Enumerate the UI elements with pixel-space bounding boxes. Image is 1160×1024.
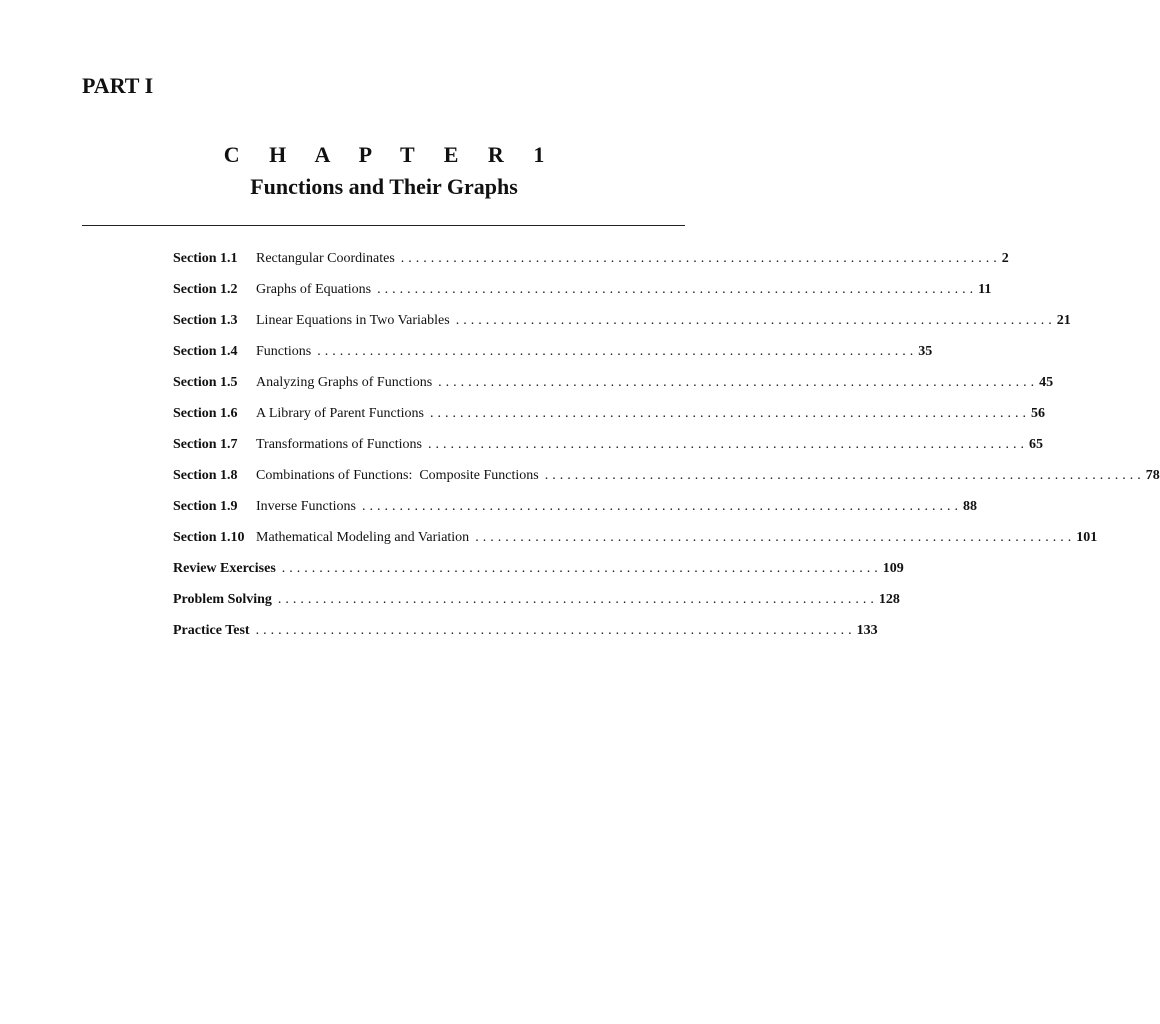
chapter-label: C H A P T E R 1 [223, 142, 557, 167]
part-heading: PART I [82, 73, 154, 98]
toc-section-number: Section 1.4 [173, 344, 238, 359]
toc-section-title: Combinations of Functions: Composite Functions [256, 468, 539, 483]
toc-entry-section-1-10[interactable] [173, 527, 1098, 558]
toc-section-number: Section 1.9 [173, 499, 238, 514]
toc-section-title: Inverse Functions [256, 499, 356, 514]
toc-dot-leader: ................................................................................ [455, 313, 1056, 328]
toc-section-number: Section 1.2 [173, 282, 238, 297]
toc-dot-leader: ................................................................................ [281, 561, 882, 576]
toc-section-number: Section 1.8 [173, 468, 238, 483]
toc-dot-leader: ................................................................................ [317, 344, 918, 359]
table-of-contents [173, 248, 1160, 651]
toc-section-title: Rectangular Coordinates [256, 251, 395, 266]
toc-entry-section-1-2[interactable] [173, 279, 992, 310]
toc-section-title: Problem Solving [173, 592, 272, 607]
toc-section-title: Functions [256, 344, 312, 359]
toc-page-number: 11 [978, 282, 992, 297]
toc-section-number: Section 1.5 [173, 375, 238, 390]
toc-section-number: Section 1.3 [173, 313, 238, 328]
toc-entry-section-1-9[interactable] [173, 496, 977, 527]
toc-page-number: 21 [1056, 313, 1071, 328]
toc-dot-leader: ................................................................................ [361, 499, 962, 514]
toc-section-number: Section 1.1 [173, 251, 238, 266]
toc-page-number: 78 [1145, 468, 1160, 483]
chapter-header [0, 140, 768, 202]
toc-page-number: 35 [918, 344, 933, 359]
toc-dot-leader: ................................................................................ [377, 282, 978, 297]
toc-page-number: 101 [1076, 530, 1098, 545]
toc-page-number: 88 [962, 499, 977, 514]
toc-page-number: 2 [1001, 251, 1009, 266]
toc-entry-section-1-7[interactable] [173, 434, 1043, 465]
chapter-title: Functions and Their Graphs [250, 174, 518, 199]
toc-page-number: 133 [856, 623, 878, 638]
toc-section-number: Section 1.10 [173, 530, 245, 545]
toc-page-number: 109 [882, 561, 904, 576]
toc-section-title: Mathematical Modeling and Variation [256, 530, 470, 545]
divider-rule [82, 225, 685, 226]
toc-dot-leader: ................................................................................ [475, 530, 1076, 545]
toc-page-number: 65 [1028, 437, 1043, 452]
toc-section-title: A Library of Parent Functions [256, 406, 424, 421]
toc-entry-section-1-8[interactable] [173, 465, 1160, 496]
toc-dot-leader: ................................................................................ [277, 592, 878, 607]
toc-entry-problem-solving[interactable] [173, 589, 900, 620]
toc-dot-leader: ................................................................................ [544, 468, 1145, 483]
toc-dot-leader: ................................................................................ [427, 437, 1028, 452]
toc-dot-leader: ................................................................................ [429, 406, 1030, 421]
toc-dot-leader: ................................................................................ [400, 251, 1001, 266]
toc-dot-leader: ................................................................................ [255, 623, 856, 638]
toc-entry-section-1-4[interactable] [173, 341, 933, 372]
toc-section-title: Analyzing Graphs of Functions [256, 375, 433, 390]
toc-section-number: Section 1.7 [173, 437, 238, 452]
toc-section-number: Section 1.6 [173, 406, 238, 421]
toc-page-number: 45 [1039, 375, 1054, 390]
toc-dot-leader: ................................................................................ [438, 375, 1039, 390]
toc-entry-section-1-6[interactable] [173, 403, 1045, 434]
toc-entry-section-1-3[interactable] [173, 310, 1071, 341]
toc-section-title: Graphs of Equations [256, 282, 372, 297]
toc-section-title: Practice Test [173, 623, 250, 638]
toc-entry-section-1-1[interactable] [173, 248, 1009, 279]
toc-section-title: Transformations of Functions [256, 437, 422, 452]
toc-entry-section-1-5[interactable] [173, 372, 1054, 403]
toc-entry-review-exercises[interactable] [173, 558, 904, 589]
toc-page-number: 128 [878, 592, 900, 607]
toc-page-number: 56 [1030, 406, 1045, 421]
toc-section-title: Linear Equations in Two Variables [256, 313, 450, 328]
toc-entry-practice-test[interactable] [173, 620, 878, 651]
toc-section-title: Review Exercises [173, 561, 276, 576]
